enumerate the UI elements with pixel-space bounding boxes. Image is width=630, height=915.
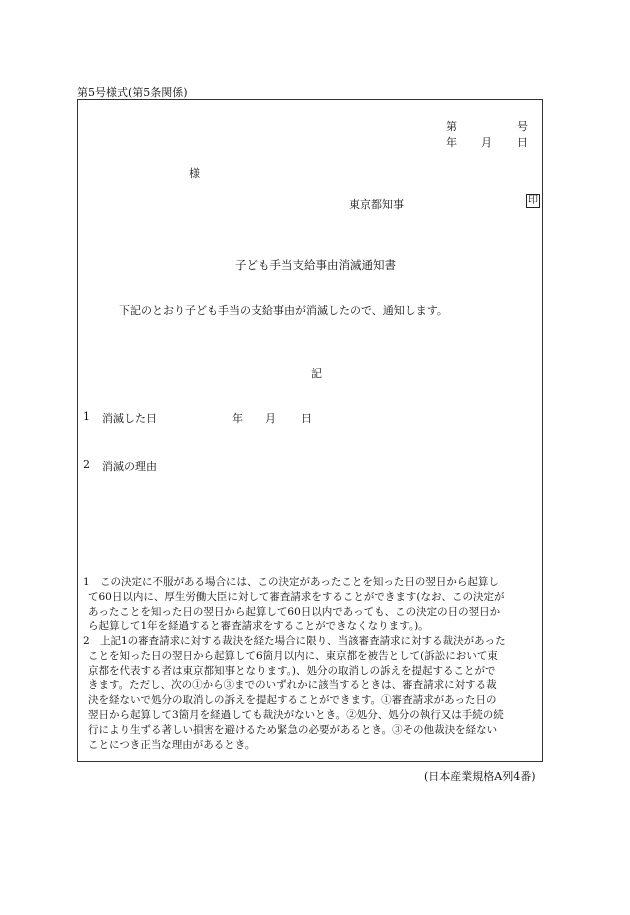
document-title: 子ども手当支給事由消滅通知書 [235, 258, 396, 272]
number-suffix: 号 [517, 120, 528, 133]
item-month: 月 [265, 412, 276, 425]
recipient-suffix: 様 [189, 167, 200, 180]
note-line: 京都を代表する者は東京都知事となります。)、処分の取消しの訴えを提起することがで [88, 664, 496, 677]
note-line: ことにつき正当な理由があるとき。 [88, 738, 256, 751]
body-text: 下記のとおり子ども手当の支給事由が消滅したので、通知します。 [119, 304, 448, 317]
form-label: 第5号様式(第5条関係) [77, 86, 188, 99]
note-line: 上記1の審査請求に対する裁決を経た場合に限り、当該審査請求に対する裁決があった [100, 635, 506, 647]
note-number: 2 [83, 635, 90, 647]
note-line: 行により生ずる著しい損害を避けるため緊急の必要があるとき。③その他裁決を経ない [88, 723, 498, 736]
note-line: て60日以内に、厚生労働大臣に対して審査請求をすることができます(なお、この決定が [88, 590, 505, 603]
note-1 [83, 575, 538, 634]
note-line: あったことを知った日の翌日から起算して60日以内であっても、この決定の日の翌日か [88, 605, 501, 618]
note-line: 翌日から起算して3箇月を経過しても裁決がないとき。②処分、処分の執行又は手続の続 [88, 708, 504, 721]
date-day: 日 [517, 136, 528, 149]
note-line: ことを知った日の翌日から起算して6箇月以内に、東京都を被告として(訴訟において東 [88, 649, 498, 662]
note-line: 決を経ないで処分の取消しの訴えを提起することができます。①審査請求があった日の [88, 694, 497, 707]
item-label-end-date: 消滅した日 [102, 412, 157, 425]
footer-standard: (日本産業規格A列4番) [424, 770, 536, 783]
item-year: 年 [232, 412, 243, 425]
date-year: 年 [446, 136, 457, 149]
note-2 [83, 634, 538, 752]
note-number: 1 [83, 576, 90, 588]
seal-mark: 印 [528, 195, 538, 206]
note-line: きます。ただし、次の①から③までのいずれかに該当するときは、審査請求に対する裁 [88, 679, 497, 692]
item-number: 2 [83, 458, 90, 471]
note-line: ら起算して1年を経過すると審査請求をすることができなくなります。)。 [88, 620, 429, 633]
note-line: この決定に不服がある場合には、この決定があったことを知った日の翌日から起算し [100, 576, 499, 588]
issuer: 東京都知事 [349, 198, 404, 211]
item-number: 1 [83, 410, 90, 423]
ki-label: 記 [311, 367, 322, 380]
date-month: 月 [481, 136, 492, 149]
item-day: 日 [301, 412, 312, 425]
item-label-reason: 消滅の理由 [102, 460, 157, 473]
number-prefix: 第 [446, 120, 457, 133]
